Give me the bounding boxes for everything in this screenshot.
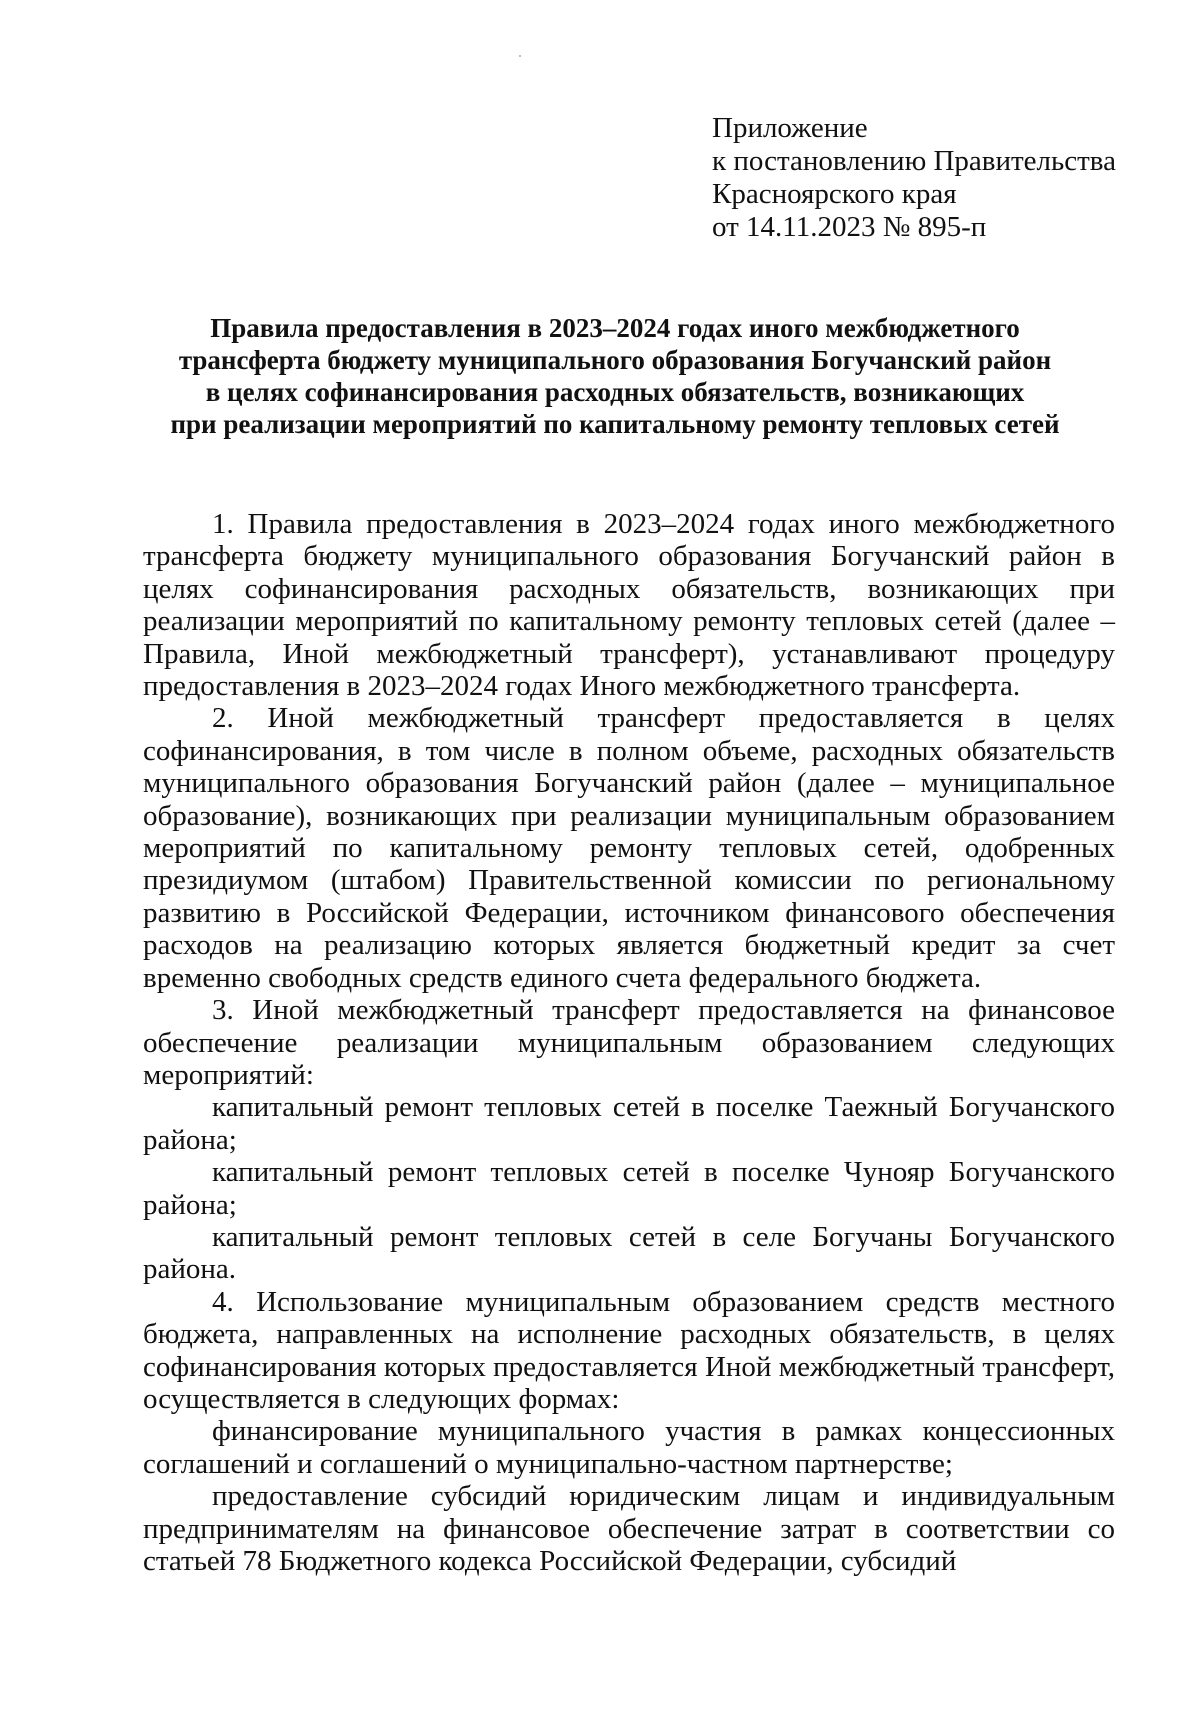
paragraph-4: 4. Использование муниципальным образованием средств местного бюджета, направленных на исполнение расходных обязательств, в целях софинансирования которых предоставляется Иной межбюджетный трансферт, осуществляется в следующих формах: xyxy=(143,1285,1115,1415)
document-body xyxy=(143,508,1115,1577)
appendix-line: Приложение xyxy=(712,112,868,144)
scan-artifact xyxy=(519,55,521,57)
list-item-subsidies: предоставление субсидий юридическим лицам и индивидуальным предпринимателям на финансовое обеспечение затрат в соответствии со статьей 78 Бюджетного кодекса Российской Федерации, субсидий xyxy=(143,1480,1115,1577)
appendix-header xyxy=(712,112,1116,244)
document-title xyxy=(120,312,1110,440)
appendix-line: от 14.11.2023 № 895-п xyxy=(712,211,987,243)
paragraph-2: 2. Иной межбюджетный трансферт предоставляется в целях софинансирования, в том числе в полном объеме, расходных обязательств муниципального образования Богучанский район (далее – муниципальное образование), возникающих при реализации муниципальным образованием мероприятий по капитальному ремонту тепловых сетей, одобренных президиумом (штабом) Правительственной комиссии по региональному развитию в Российской Федерации, источником финансового обеспечения расходов на реализацию которых является бюджетный кредит за счет временно свободных средств единого счета федерального бюджета. xyxy=(143,702,1115,994)
title-line: трансферта бюджету муниципального образования Богучанский район xyxy=(178,345,1052,375)
title-line: в целях софинансирования расходных обязательств, возникающих xyxy=(205,377,1025,407)
list-item-chunoyar: капитальный ремонт тепловых сетей в поселке Чунояр Богучанского района; xyxy=(143,1156,1115,1221)
list-item-boguchany: капитальный ремонт тепловых сетей в селе Богучаны Богучанского района. xyxy=(143,1220,1115,1286)
list-item-taezhny: капитальный ремонт тепловых сетей в поселке Таежный Богучанского района; xyxy=(143,1091,1115,1156)
paragraph-3: 3. Иной межбюджетный трансферт предоставляется на финансовое обеспечение реализации муниципальным образованием следующих мероприятий: xyxy=(143,994,1115,1091)
list-item-concession: финансирование муниципального участия в рамках концессионных соглашений и соглашений о муниципально-частном партнерстве; xyxy=(143,1415,1115,1480)
paragraph-1: 1. Правила предоставления в 2023–2024 годах иного межбюджетного трансферта бюджету муниципального образования Богучанский район в целях софинансирования расходных обязательств, возникающих при реализации мероприятий по капитальному ремонту тепловых сетей (далее – Правила, Иной межбюджетный трансферт), устанавливают процедуру предоставления в 2023–2024 годах Иного межбюджетного трансферта. xyxy=(143,508,1115,703)
appendix-line: Красноярского края xyxy=(712,178,957,210)
title-line: при реализации мероприятий по капитальному ремонту тепловых сетей xyxy=(170,409,1060,439)
title-line: Правила предоставления в 2023–2024 годах иного межбюджетного xyxy=(210,313,1020,343)
appendix-line: к постановлению Правительства xyxy=(712,145,1116,177)
